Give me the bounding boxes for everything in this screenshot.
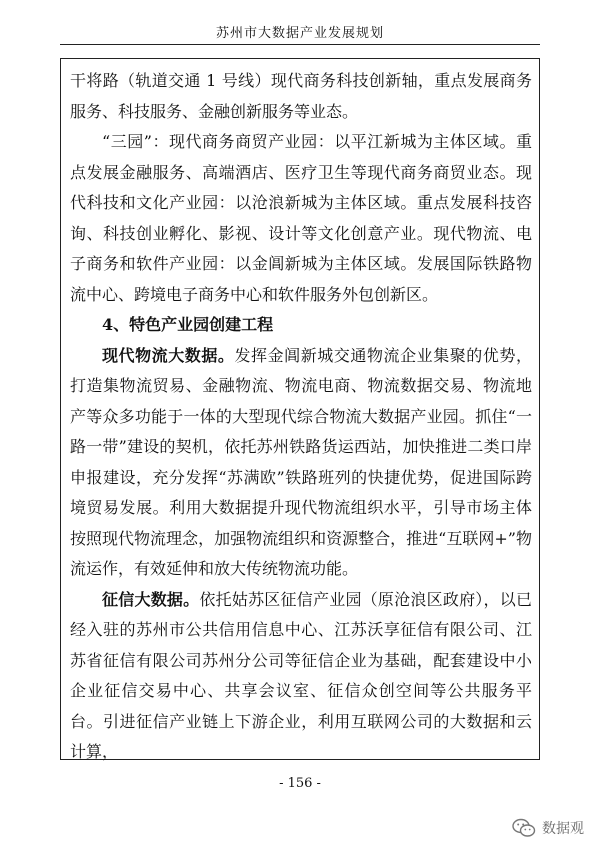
section-heading: 4、特色产业园创建工程 [102, 315, 274, 334]
watermark [512, 818, 584, 838]
page-number: - 156 - [279, 776, 321, 791]
wechat-icon [512, 818, 536, 838]
paragraph-logistics-lead: 现代物流大数据。 [102, 345, 235, 365]
page-header-title: 苏州市大数据产业发展规划 [215, 26, 384, 41]
paragraph-logistics-text: 发挥金阊新城交通物流企业集聚的优势，打造集物流贸易、金融物流、物流电商、物流数据交易、物流地产等众多功能于一体的大型现代综合物流大数据产业园。抓住“一路一带”建设的契机，依托苏州铁路货运西站，加快推进二类口岸申报建设，充分发挥“苏满欧”铁路班列的快捷优势，促进国际跨境贸易发展。利用大数据提升现代物流组织水平，引导市场主体按照现代物流理念，加强物流组织和资源整合，推进“互联网+”物流运作，有效延伸和放大传统物流功能。 [70, 345, 532, 578]
paragraph-credit [70, 585, 532, 768]
watermark-label: 数据观 [542, 821, 584, 837]
document-body [70, 66, 532, 768]
paragraph-three-parks: “三园”：现代商务商贸产业园：以平江新城为主体区域。重点发展金融服务、高端酒店、医疗卫生等现代商务商贸业态。现代科技和文化产业园：以沧浪新城为主体区域。重点发展科技咨询、科技创业孵化、影视、设计等文化创意产业。现代物流、电子商务和软件产业园：以金阊新城为主体区域。发展国际铁路物流中心、跨境电子商务中心和软件服务外包创新区。 [70, 132, 532, 304]
header-divider [60, 44, 540, 45]
paragraph-credit-lead: 征信大数据。 [102, 589, 200, 609]
paragraph-credit-text: 依托姑苏区征信产业园（原沧浪区政府），以已经入驻的苏州市公共信用信息中心、江苏沃享征信有限公司、江苏省征信有限公司苏州分公司等征信企业为基础，配套建设中小企业征信交易中心、共享会议室、征信众创空间等公共服务平台。引进征信产业链上下游企业，利用互联网公司的大数据和云计算， [70, 589, 532, 761]
paragraph-logistics [70, 341, 532, 585]
paragraph-axis: 干将路（轨道交通 1 号线）现代商务科技创新轴，重点发展商务服务、科技服务、金融创新服务等业态。 [70, 71, 532, 121]
